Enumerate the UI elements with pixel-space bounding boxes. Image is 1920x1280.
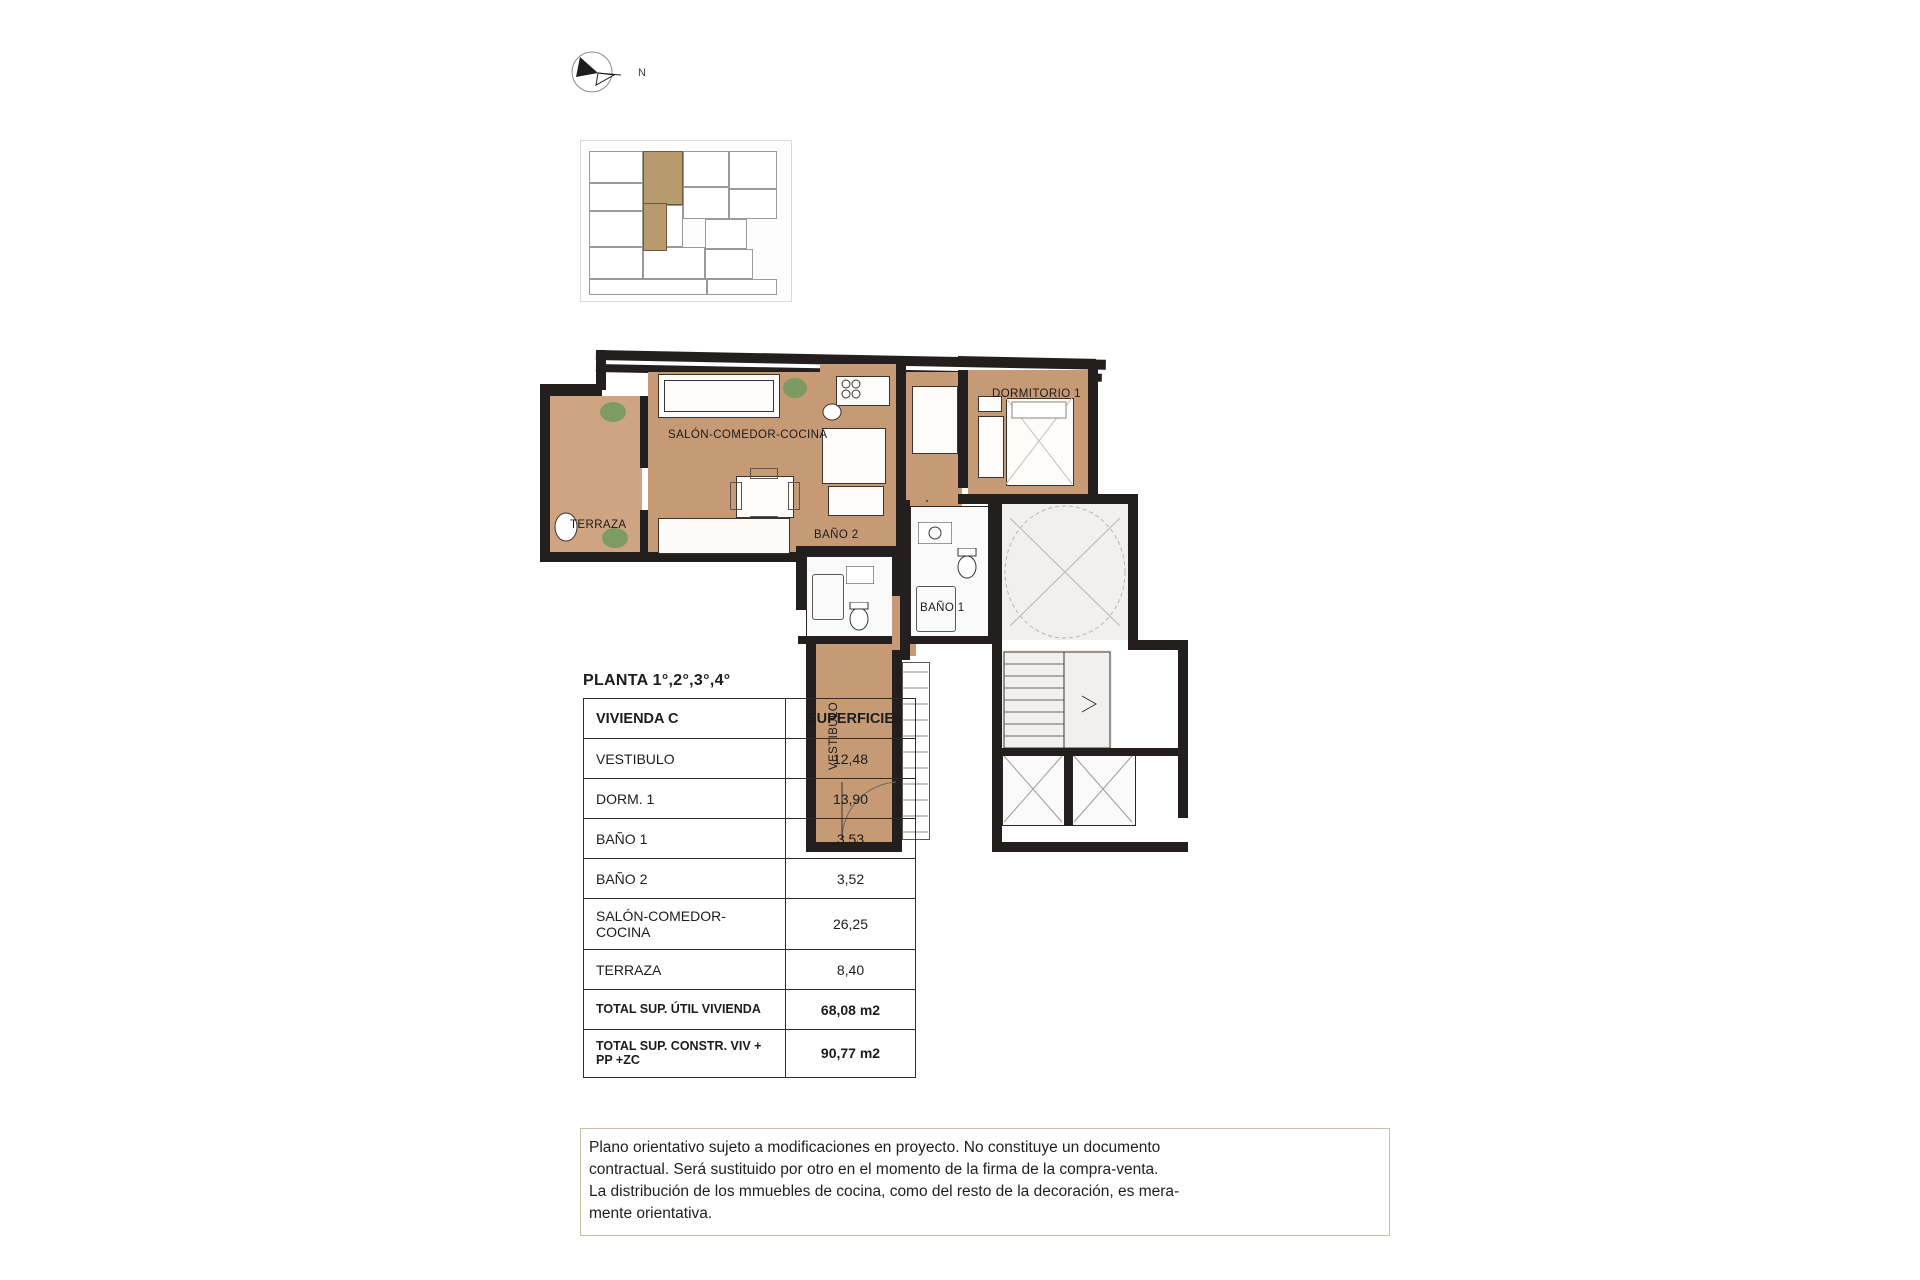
void-cross-icon [1072, 754, 1134, 824]
plant-decor [600, 402, 626, 422]
wall [1064, 752, 1072, 826]
bed-linen-icon [1006, 398, 1072, 484]
furniture-dining-table [736, 476, 794, 518]
keyplan-unit [589, 247, 643, 279]
table-header-surface: SUPERFICIE [786, 699, 916, 739]
total-name: TOTAL SUP. ÚTIL VIVIENDA [584, 990, 786, 1030]
fixture-shower [812, 574, 844, 620]
wall [992, 494, 1138, 504]
row-name: BAÑO 2 [584, 859, 786, 899]
row-area: 3,52 [786, 859, 916, 899]
keyplan-unit [589, 151, 643, 183]
row-area: 26,25 [786, 899, 916, 950]
page-title: PLANTA 1°,2°,3°,4° [583, 672, 731, 689]
furniture-low-unit [658, 518, 790, 554]
room-label-bano2: BAÑO 2 [814, 529, 859, 541]
room-label-dormitorio: DORMITORIO 1 [992, 388, 1081, 400]
row-area: 12,48 [786, 739, 916, 779]
sink-icon [846, 566, 874, 584]
row-name: TERRAZA [584, 950, 786, 990]
wall [640, 396, 648, 468]
row-area: 8,40 [786, 950, 916, 990]
wall [958, 370, 968, 488]
table-row [584, 819, 916, 859]
row-area: 13,90 [786, 779, 916, 819]
furniture-kitchen-unit [828, 486, 884, 516]
sink-icon [820, 400, 844, 424]
table-row [584, 739, 916, 779]
compass-rose-icon [566, 45, 646, 100]
furniture-sofa-cushions [664, 380, 774, 412]
compass [566, 45, 646, 100]
table-total-row [584, 1030, 916, 1078]
disclaimer-box [580, 1128, 1390, 1236]
furniture-chair [788, 482, 800, 510]
building-key-plan [580, 140, 792, 302]
sink-icon [918, 522, 952, 544]
void-cross-icon [1002, 504, 1128, 640]
keyplan-unit [589, 183, 643, 211]
total-name: TOTAL SUP. CONSTR. VIV + PP +ZC [584, 1030, 786, 1078]
row-name: VESTIBULO [584, 739, 786, 779]
keyplan-highlight-unit-c [643, 151, 683, 205]
void-cross-icon [1002, 754, 1064, 824]
disclaimer-line: contractual. Será sustituido por otro en el momento de la firma de la compra-venta. [589, 1161, 1159, 1178]
furniture-chair [730, 482, 742, 510]
keyplan-unit [683, 187, 729, 219]
spacer [926, 500, 928, 502]
wall [1128, 494, 1138, 648]
keyplan-highlight-unit-c [643, 203, 667, 251]
room-label-salon: SALÓN-COMEDOR-COCINA [668, 429, 828, 441]
stairs-icon [1002, 650, 1112, 750]
wall [900, 636, 998, 644]
table-row [584, 899, 916, 950]
disclaimer-line: Plano orientativo sujeto a modificaciones en proyecto. No constituye un documento [589, 1139, 1161, 1156]
table-row [584, 779, 916, 819]
row-name: BAÑO 1 [584, 819, 786, 859]
row-name: SALÓN-COMEDOR-COCINA [584, 899, 786, 950]
wall [796, 552, 806, 610]
room-label-terraza: TERRAZA [570, 519, 627, 531]
wall [540, 384, 602, 396]
disclaimer-line: mente orientativa. [589, 1205, 713, 1222]
room-label-bano1: BAÑO 1 [920, 602, 965, 614]
table-row [584, 859, 916, 899]
plant-decor [602, 528, 628, 548]
areas-table [583, 698, 916, 1078]
wall [992, 748, 1188, 756]
keyplan-unit [643, 247, 705, 279]
total-area: 90,77 m2 [786, 1030, 916, 1078]
wall [540, 392, 550, 560]
table-header-row [584, 699, 916, 739]
room-label-vestibulo: VESTIBULO [828, 701, 840, 770]
table-header-unit: VIVIENDA C [584, 699, 786, 739]
wall [992, 842, 1188, 852]
wall [1178, 640, 1188, 818]
wall [992, 500, 1002, 850]
keyplan-unit [589, 279, 707, 295]
keyplan-unit [729, 189, 777, 219]
disclaimer-line: La distribución de los mmuebles de cocina, como del resto de la decoración, es mera- [589, 1183, 1180, 1200]
toilet-icon [954, 548, 980, 580]
row-name: DORM. 1 [584, 779, 786, 819]
compass-north-label: N [638, 67, 646, 79]
stove-icon [840, 378, 862, 400]
wall [1088, 368, 1098, 500]
wall [640, 510, 648, 552]
total-area: 68,08 m2 [786, 990, 916, 1030]
furniture-closet [978, 416, 1004, 478]
keyplan-unit [729, 151, 777, 189]
toilet-icon [846, 602, 872, 632]
keyplan-unit [707, 279, 777, 295]
table-row [584, 950, 916, 990]
furniture-fridge [822, 428, 886, 484]
furniture-wardrobe [912, 386, 958, 454]
keyplan-unit [683, 151, 729, 187]
keyplan-unit [705, 249, 753, 279]
wall [796, 546, 906, 556]
row-area: 3,53 [786, 819, 916, 859]
keyplan-unit [705, 219, 747, 249]
plant-decor [783, 378, 807, 398]
table-total-row [584, 990, 916, 1030]
furniture-chair [750, 468, 778, 479]
keyplan-unit [589, 211, 643, 247]
